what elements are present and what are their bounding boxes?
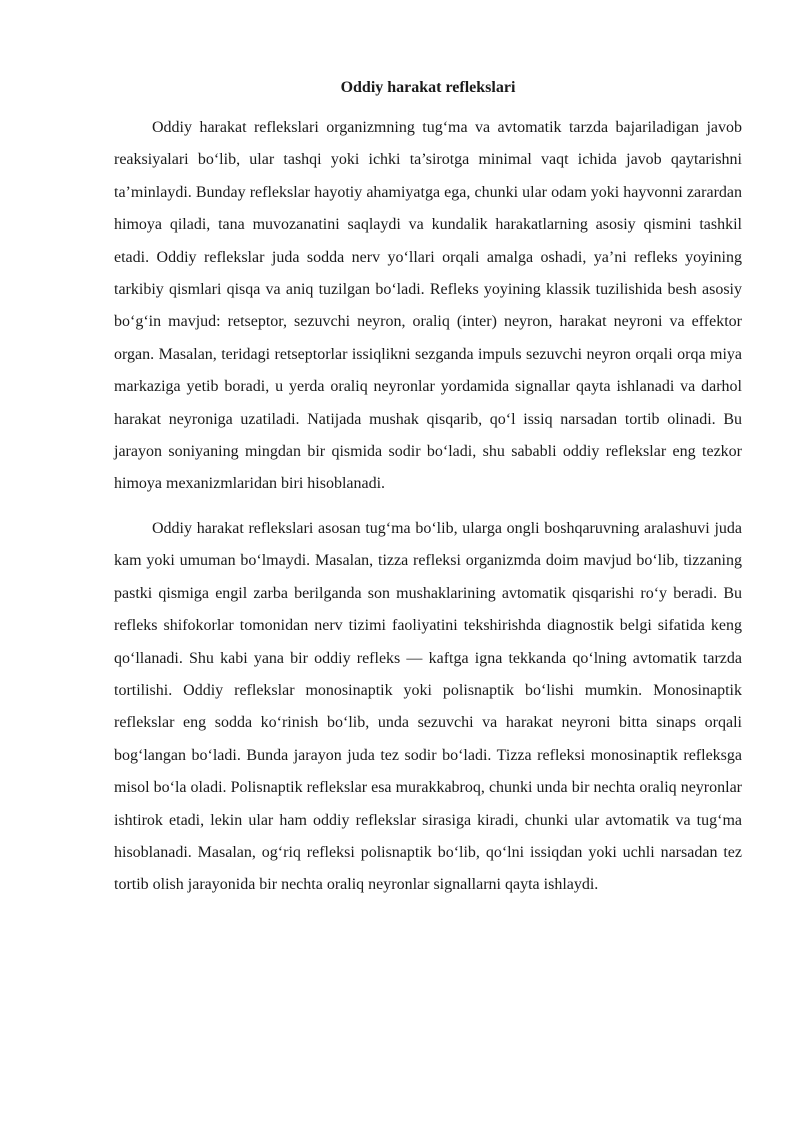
document-title: Oddiy harakat reflekslari [340,79,516,96]
paragraph-1: Oddiy harakat reflekslari organizmning tug‘ma va avtomatik tarzda bajariladigan javob reaksiyalari bo‘lib, ular tashqi yoki ichki ta’sirotga minimal vaqt ichida javob qaytarishni ta’minlaydi. Bunday reflekslar hayotiy ahamiyatga ega, chunki ular odam yoki hayvonni zarardan himoya qiladi, tana muvozanatini saqlaydi va kundalik harakatlarning asosiy qismini tashkil etadi. Oddiy reflekslar juda sodda nerv yo‘llari orqali amalga oshadi, ya’ni refleks yoyining tarkibiy qismlari qisqa va aniq tuzilgan bo‘ladi. Refleks yoyining klassik tuzilishida besh asosiy bo‘g‘in mavjud: retseptor, sezuvchi neyron, oraliq (inter) neyron, harakat neyroni va effektor organ. Masalan, teridagi retseptorlar issiqlikni sezganda impuls sezuvchi neyron orqali orqa miya markaziga yetib boradi, u yerda oraliq neyronlar yordamida signallar qayta ishlanadi va darhol harakat neyroniga uzatiladi. Natijada mushak qisqarib, qo‘l issiq narsadan tortib olinadi. Bu jarayon soniyaning mingdan bir qismida sodir bo‘ladi, shu sababli oddiy reflekslar eng tezkor himoya mexanizmlaridan biri hisoblanadi. [114,119,742,493]
paragraph-2: Oddiy harakat reflekslari asosan tug‘ma bo‘lib, ularga ongli boshqaruvning aralashuvi juda kam yoki umuman bo‘lmaydi. Masalan, tizza refleksi organizmda doim mavjud bo‘lib, tizzaning pastki qismiga engil zarba berilganda son mushaklarining avtomatik qisqarishi ro‘y beradi. Bu refleks shifokorlar tomonidan nerv tizimi faoliyatini tekshirishda diagnostik belgi sifatida keng qo‘llanadi. Shu kabi yana bir oddiy refleks — kaftga igna tekkanda qo‘lning avtomatik tarzda tortilishi. Oddiy reflekslar monosinaptik yoki polisnaptik bo‘lishi mumkin. Monosinaptik reflekslar eng sodda ko‘rinish bo‘lib, unda sezuvchi va harakat neyroni bitta sinaps orqali bog‘langan bo‘ladi. Bunda jarayon juda tez sodir bo‘ladi. Tizza refleksi monosinaptik refleksga misol bo‘la oladi. Polisnaptik reflekslar esa murakkabroq, chunki unda bir nechta oraliq neyronlar ishtirok etadi, lekin ular ham oddiy reflekslar sirasiga kiradi, chunki ular avtomatik va tug‘ma hisoblanadi. Masalan, og‘riq refleksi polisnaptik bo‘lib, qo‘lni issiqdan yoki uchli narsadan tez tortib olish jarayonida bir nechta oraliq neyronlar signallarni qayta ishlaydi. [114,519,742,894]
document-page [114,72,742,902]
